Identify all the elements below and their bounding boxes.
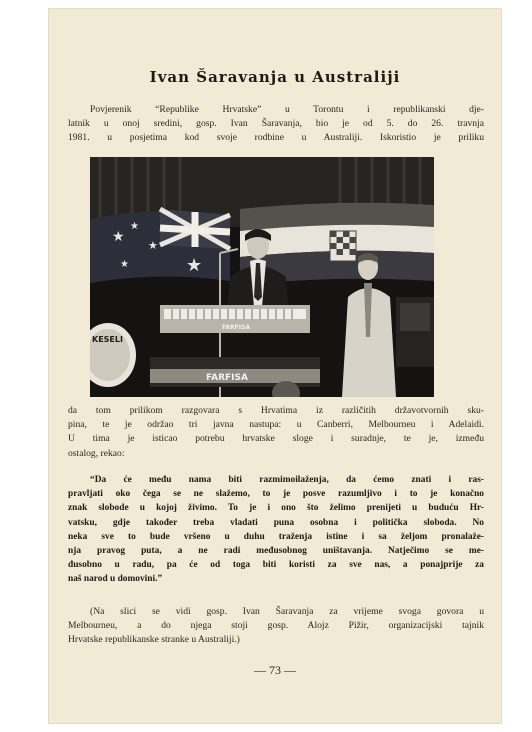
intro-line: Povjerenik “Republike Hrvatske” u Torontu i republikanski dje- — [90, 104, 484, 115]
body-line: pina, te je održao tri javna nastupa: u Canberri, Melbourneu i Adelaidi. — [68, 419, 484, 431]
keyboard-brand-top: FARFISA — [222, 324, 250, 331]
photo-illustration — [90, 157, 434, 397]
quote-line: nja pravog puta, a ne radi međusobnog uništavanja. Natječimo se me- — [68, 546, 484, 557]
drum-banner-text: KESELI — [92, 335, 123, 344]
quote-line: “Da će među nama biti razmimoilaženja, da ćemo znati i ras- — [90, 475, 484, 485]
quote-paragraph — [68, 473, 484, 587]
caption-paragraph — [68, 605, 484, 648]
quote-line: znak slobode u kojoj živimo. To je i ono što želimo prenijeti u buduću Hr- — [68, 503, 484, 514]
quote-line: neka sve to bude vršeno u duhu traženja istine i sa željom pronalaže- — [68, 531, 484, 542]
caption-line: Melbourneu, a do njega stoji gosp. Alojz Pižir, organizacijski tajnik — [68, 620, 484, 632]
intro-line: 1981. u posjetima kod svoje rodbine u Australiji. Iskoristio je priliku — [68, 132, 484, 144]
australian-flag-icon — [90, 209, 230, 283]
svg-text:★: ★ — [130, 221, 139, 232]
keyboard-brand-bottom: FARFISA — [206, 373, 248, 383]
document-page — [48, 8, 502, 724]
caption-line: (Na slici se vidi gosp. Ivan Šaravanja za vrijeme svoga govora u — [90, 606, 484, 617]
intro-line: latnik u onoj sredini, gosp. Ivan Šaravanja, bio je od 5. do 26. travnja — [68, 118, 484, 130]
body-line: ostalog, rekao: — [68, 447, 125, 459]
svg-text:★: ★ — [148, 239, 158, 252]
quote-line: đusobno u radu, pa će od toga biti koristi za sve nas, a ponajprije za — [68, 560, 484, 571]
body-line: U tima je isticao potrebu hrvatske sloge i suradnje, te je, između — [68, 433, 484, 445]
page-number: — 73 — — [254, 663, 296, 677]
event-photo — [90, 157, 434, 397]
svg-text:★: ★ — [112, 229, 125, 245]
quote-line: naš narod u domovini.” — [68, 574, 163, 585]
body-paragraph — [68, 404, 484, 461]
quote-line: vatsku, gdje također treba vladati puna osobna i politička sloboda. No — [68, 517, 484, 528]
svg-text:★: ★ — [186, 255, 203, 276]
article-title: Ivan Šaravanja u Australiji — [149, 68, 401, 86]
body-line: da tom prilikom razgovara s Hrvatima iz različitih državotvornih sku- — [68, 405, 484, 416]
intro-paragraph — [68, 103, 484, 146]
svg-text:★: ★ — [120, 259, 129, 270]
caption-line: Hrvatske republikanske stranke u Australiji.) — [68, 634, 240, 646]
quote-line: pravljati oko čega se ne slažemo, to je posve razumljivo i to je konačno — [68, 489, 484, 500]
